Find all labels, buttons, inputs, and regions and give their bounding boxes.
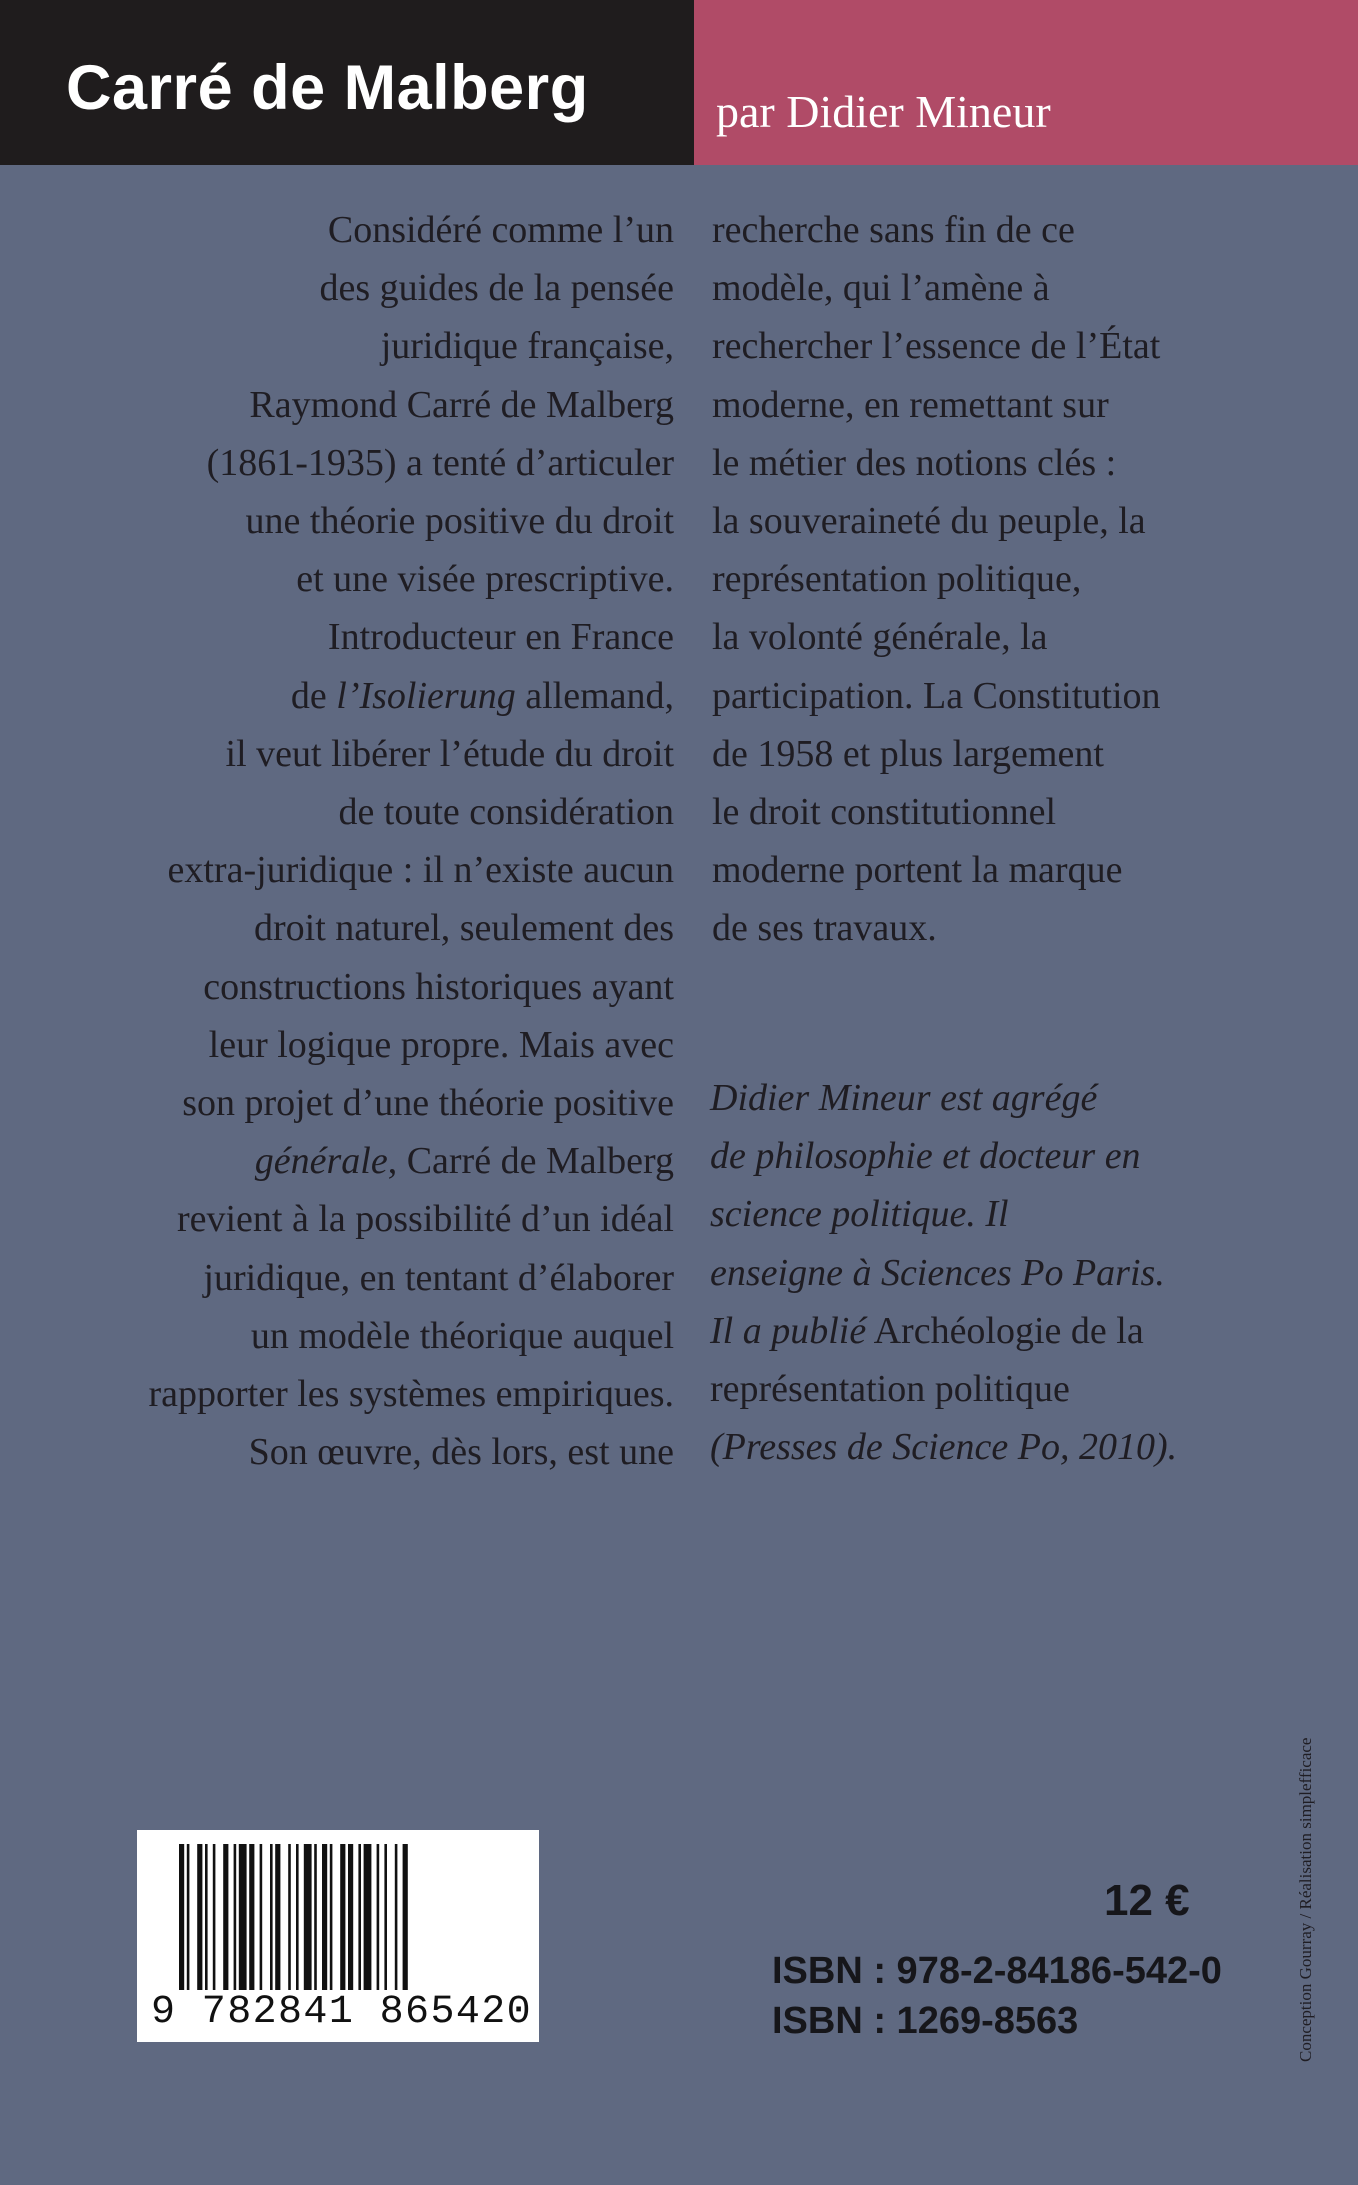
text-line (710, 1302, 1270, 1360)
book-title: Carré de Malberg (66, 53, 589, 123)
italic-text: générale (254, 1140, 388, 1183)
barcode-bar (187, 1844, 190, 1990)
summary-left-column (100, 201, 674, 1481)
text-line (710, 1185, 1270, 1243)
text-line: rapporter les systèmes empiriques. (148, 1373, 674, 1416)
text-line: des guides de la pensée (319, 267, 674, 310)
barcode-bar (239, 1844, 247, 1990)
text-line (710, 1244, 1270, 1302)
text-line: moderne portent la marque (712, 849, 1123, 892)
text-line: son projet d’une théorie positive (182, 1082, 674, 1125)
barcode (137, 1830, 539, 2042)
text-line: Raymond Carré de Malberg (249, 383, 674, 426)
text-line (100, 1132, 674, 1190)
text-line: et une visée prescriptive. (296, 558, 674, 601)
barcode-bar (197, 1844, 202, 1990)
barcode-bars (179, 1844, 497, 1990)
text-line (710, 1418, 1270, 1476)
italic-text: enseigne à Sciences Po Paris. (710, 1251, 1165, 1294)
author-bar (694, 0, 1358, 165)
barcode-bar (234, 1844, 237, 1990)
barcode-bar (384, 1844, 387, 1990)
barcode-bar (358, 1844, 361, 1990)
barcode-bar (205, 1844, 208, 1990)
price: 12 € (1104, 1876, 1190, 1925)
text-line: (1861-1935) a tenté d’articuler (206, 441, 674, 484)
barcode-bar (260, 1844, 263, 1990)
text-line: représentation politique, (712, 558, 1082, 601)
text-line: revient à la possibilité d’un idéal (176, 1198, 674, 1241)
barcode-bar (403, 1844, 408, 1990)
summary-right-column (712, 201, 1252, 958)
barcode-bar (340, 1844, 345, 1990)
barcode-bar (364, 1844, 372, 1990)
barcode-bar (296, 1844, 299, 1990)
text-line: moderne, en remettant sur (712, 383, 1109, 426)
text-line: droit naturel, seulement des (254, 907, 674, 950)
text-line: Son œuvre, dès lors, est une (248, 1431, 674, 1474)
text-line: il veut libérer l’étude du droit (225, 732, 674, 775)
italic-text: de philosophie et docteur en (710, 1135, 1141, 1178)
barcode-bar (223, 1844, 228, 1990)
text-line: le droit constitutionnel (712, 791, 1057, 834)
text-line: constructions historiques ayant (203, 965, 674, 1008)
italic-text: l’Isolierung (336, 674, 516, 717)
text-line (710, 1127, 1270, 1185)
barcode-bar (348, 1844, 353, 1990)
text-line: le métier des notions clés : (712, 441, 1117, 484)
barcode-bar (275, 1844, 280, 1990)
italic-text: science politique. Il (710, 1193, 1009, 1236)
text-line: recherche sans fin de ce (712, 209, 1075, 251)
barcode-bar (395, 1844, 398, 1990)
text-line: la volonté générale, la (712, 616, 1048, 659)
text-segment: représentation politique (710, 1368, 1070, 1411)
book-author: par Didier Mineur (716, 86, 1051, 137)
italic-text: Il a publié (710, 1309, 867, 1352)
barcode-bar (179, 1844, 184, 1990)
text-line: une théorie positive du droit (245, 500, 674, 543)
barcode-bar (249, 1844, 254, 1990)
barcode-digits: 9 782841 865420 (151, 1990, 533, 2035)
barcode-bar (330, 1844, 333, 1990)
text-line: de 1958 et plus largement (712, 732, 1104, 775)
text-line (100, 667, 674, 725)
text-line: Introducteur en France (327, 616, 674, 659)
text-line: participation. La Constitution (712, 674, 1161, 717)
text-segment: allemand, (515, 674, 674, 717)
italic-text: (Presses de Science Po, 2010). (710, 1426, 1178, 1469)
text-segment: , Carré de Malberg (387, 1140, 674, 1183)
text-line: un modèle théorique auquel (250, 1314, 674, 1357)
design-credit: Conception Gourray / Réalisation simplefficace (1296, 1737, 1315, 2062)
barcode-bar (270, 1844, 273, 1990)
text-segment: de (290, 674, 337, 717)
author-bio (710, 1069, 1270, 1476)
barcode-bar (288, 1844, 291, 1990)
text-line: extra-juridique : il n’existe aucun (167, 849, 674, 892)
isbn-line: ISBN : 978-2-84186-542-0 (772, 1950, 1222, 1992)
barcode-bar (377, 1844, 380, 1990)
text-line: modèle, qui l’amène à (712, 267, 1050, 310)
text-line (710, 1069, 1270, 1127)
text-line: la souveraineté du peuple, la (712, 500, 1146, 543)
text-line: Considéré comme l’un (327, 209, 674, 251)
issn-line: ISBN : 1269-8563 (772, 2000, 1079, 2042)
barcode-bar (322, 1844, 327, 1990)
text-segment: Archéologie de la (866, 1309, 1144, 1352)
text-line: de ses travaux. (712, 907, 937, 950)
text-line: juridique française, (380, 325, 674, 368)
barcode-bar (213, 1844, 216, 1990)
text-line (710, 1360, 1270, 1418)
barcode-bar (314, 1844, 317, 1990)
text-line: de toute considération (338, 791, 674, 834)
barcode-bar (304, 1844, 312, 1990)
text-line: leur logique propre. Mais avec (208, 1023, 674, 1066)
text-line: juridique, en tentant d’élaborer (203, 1256, 674, 1299)
italic-text: Didier Mineur est agrégé (710, 1077, 1098, 1119)
text-line: rechercher l’essence de l’État (712, 325, 1161, 368)
